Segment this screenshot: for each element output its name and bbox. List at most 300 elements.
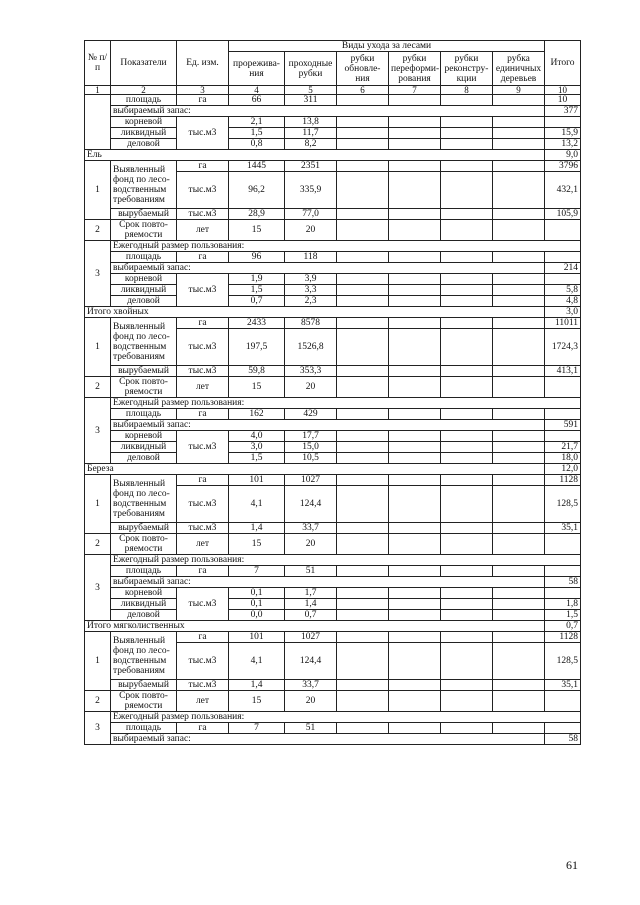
empty-cell [389, 285, 441, 296]
empty-cell [493, 95, 545, 106]
row-number: 1 [85, 161, 111, 220]
row-number: 2 [85, 220, 111, 241]
value-passage: 311 [285, 95, 337, 106]
value-thinning: 66 [229, 95, 285, 106]
period-label: Срок повто-ряемости [111, 534, 177, 555]
value-passage: 2,3 [285, 296, 337, 307]
empty-cell [493, 274, 545, 285]
unit-ha: га [177, 95, 229, 106]
unit-m3: тыс.м3 [177, 486, 229, 523]
empty-cell [493, 377, 545, 398]
felled-row [85, 366, 581, 377]
stock-row [85, 577, 581, 588]
empty-cell [441, 209, 493, 220]
empty-cell [389, 252, 441, 263]
value-passage: 17,7 [285, 431, 337, 442]
empty-cell [337, 329, 389, 366]
value-total: 1,5 [545, 610, 581, 621]
unit-years: лет [177, 220, 229, 241]
value-total: 128,5 [545, 486, 581, 523]
liquid-row [85, 599, 581, 610]
empty-cell [389, 523, 441, 534]
value-thinning: 197,5 [229, 329, 285, 366]
empty-cell [493, 680, 545, 691]
empty-cell [441, 680, 493, 691]
empty-cell [389, 409, 441, 420]
empty-cell [389, 691, 441, 712]
value-total: 11011 [545, 318, 581, 329]
liquid-label: ликвидный [111, 599, 177, 610]
empty-cell [493, 161, 545, 172]
row-number: 3 [85, 555, 111, 621]
empty-cell [337, 95, 389, 106]
col-number: 7 [389, 86, 441, 95]
empty-cell [337, 632, 389, 643]
empty-cell [441, 274, 493, 285]
empty-cell [493, 409, 545, 420]
section-last-total: 3,0 [545, 307, 581, 318]
empty-cell [389, 442, 441, 453]
value-thinning: 4,1 [229, 486, 285, 523]
empty-cell [337, 599, 389, 610]
empty-cell [545, 252, 581, 263]
empty-cell [441, 475, 493, 486]
empty-cell [389, 453, 441, 464]
business-row [85, 139, 581, 150]
empty-cell [493, 442, 545, 453]
empty-cell [441, 329, 493, 366]
value-total: 214 [545, 263, 581, 274]
empty-cell [493, 209, 545, 220]
type-reformation: рубки переформи-рования [389, 52, 441, 86]
value-passage: 3,3 [285, 285, 337, 296]
col-number: 3 [177, 86, 229, 95]
section-heading: Итого мягколиственных [85, 621, 545, 632]
empty-cell [441, 610, 493, 621]
period-row [85, 377, 581, 398]
forest-care-table [84, 40, 581, 745]
empty-cell [389, 643, 441, 680]
col-number: 6 [337, 86, 389, 95]
empty-cell [337, 723, 389, 734]
value-total: 21,7 [545, 442, 581, 453]
empty-cell [337, 588, 389, 599]
liquid-row [85, 442, 581, 453]
empty-cell [389, 161, 441, 172]
empty-cell [337, 296, 389, 307]
empty-cell [337, 220, 389, 241]
empty-cell [389, 610, 441, 621]
area-row [85, 723, 581, 734]
empty-cell [441, 318, 493, 329]
table-body [85, 41, 581, 745]
empty-cell [337, 486, 389, 523]
root-row [85, 431, 581, 442]
value-thinning: 2,1 [229, 117, 285, 128]
unit-m3: тыс.м3 [177, 366, 229, 377]
identified-label: Выявленный фонд по лесо-водственным требованиям [111, 632, 177, 680]
section-heading-row [85, 464, 581, 475]
empty-cell [337, 377, 389, 398]
value-total: 10 [545, 95, 581, 106]
empty-cell [493, 117, 545, 128]
col-number: 10 [545, 86, 581, 95]
unit-m3: тыс.м3 [177, 117, 229, 150]
empty-cell [441, 431, 493, 442]
empty-cell [337, 566, 389, 577]
empty-cell [337, 534, 389, 555]
empty-cell [545, 691, 581, 712]
root-row [85, 588, 581, 599]
value-total: 1128 [545, 632, 581, 643]
value-passage: 118 [285, 252, 337, 263]
identified-row [85, 475, 581, 486]
value-passage: 20 [285, 220, 337, 241]
col-number: 8 [441, 86, 493, 95]
unit-years: лет [177, 377, 229, 398]
stock-label: выбираемый запас: [111, 263, 545, 274]
felled-row [85, 680, 581, 691]
root-label: корневой [111, 274, 177, 285]
section-last-total: 12,0 [545, 464, 581, 475]
row-number: 3 [85, 398, 111, 464]
felled-row [85, 523, 581, 534]
row-number: 2 [85, 691, 111, 712]
empty-cell [389, 588, 441, 599]
value-passage: 11,7 [285, 128, 337, 139]
empty-cell [441, 128, 493, 139]
empty-cell [441, 252, 493, 263]
unit-years: лет [177, 534, 229, 555]
identified-row [85, 632, 581, 643]
area-row [85, 95, 581, 106]
value-total: 1128 [545, 475, 581, 486]
unit-m3: тыс.м3 [177, 172, 229, 209]
section-last-total: 9,0 [545, 150, 581, 161]
row-number: 3 [85, 712, 111, 745]
empty-cell [337, 209, 389, 220]
stock-label: выбираемый запас: [111, 420, 545, 431]
annual-row [85, 555, 581, 566]
empty-cell [337, 475, 389, 486]
unit-ha: га [177, 252, 229, 263]
unit-m3: тыс.м3 [177, 523, 229, 534]
page-number: 61 [566, 858, 578, 872]
empty-cell [389, 139, 441, 150]
empty-cell [545, 566, 581, 577]
unit-m3: тыс.м3 [177, 680, 229, 691]
value-thinning: 4,0 [229, 431, 285, 442]
value-total: 58 [545, 577, 581, 588]
col-total-header: Итого [545, 41, 581, 86]
stock-label: выбираемый запас: [111, 734, 545, 745]
empty-cell [441, 523, 493, 534]
value-total [545, 117, 581, 128]
value-passage: 8578 [285, 318, 337, 329]
empty-cell [337, 161, 389, 172]
empty-cell [441, 453, 493, 464]
identified-label: Выявленный фонд по лесо-водственным требованиям [111, 475, 177, 523]
section-heading: Береза [85, 464, 545, 475]
felled-label: вырубаемый [111, 366, 177, 377]
column-numbers-row [85, 86, 581, 95]
empty-cell [441, 285, 493, 296]
row-number: 1 [85, 632, 111, 691]
stock-row [85, 420, 581, 431]
empty-cell [337, 409, 389, 420]
empty-cell [389, 723, 441, 734]
row-number [85, 95, 111, 150]
value-total: 128,5 [545, 643, 581, 680]
empty-cell [389, 431, 441, 442]
value-total: 432,1 [545, 172, 581, 209]
empty-cell [441, 691, 493, 712]
value-total: 18,0 [545, 453, 581, 464]
period-row [85, 220, 581, 241]
empty-cell [441, 442, 493, 453]
value-total: 13,2 [545, 139, 581, 150]
row-number: 1 [85, 318, 111, 377]
liquid-label: ликвидный [111, 128, 177, 139]
value-thinning: 96 [229, 252, 285, 263]
liquid-row [85, 285, 581, 296]
empty-cell [441, 723, 493, 734]
empty-cell [337, 610, 389, 621]
type-thinning: прорежива-ния [229, 52, 285, 86]
empty-cell [337, 318, 389, 329]
value-thinning: 101 [229, 475, 285, 486]
area-label: площадь [111, 95, 177, 106]
value-passage: 51 [285, 723, 337, 734]
empty-cell [441, 139, 493, 150]
value-passage: 20 [285, 691, 337, 712]
unit-years: лет [177, 691, 229, 712]
value-thinning: 1,4 [229, 680, 285, 691]
felled-label: вырубаемый [111, 523, 177, 534]
value-thinning: 1,9 [229, 274, 285, 285]
empty-cell [389, 475, 441, 486]
empty-cell [337, 431, 389, 442]
value-thinning: 1,4 [229, 523, 285, 534]
empty-cell [441, 172, 493, 209]
empty-cell [493, 172, 545, 209]
stock-row [85, 263, 581, 274]
unit-ha: га [177, 161, 229, 172]
empty-cell [493, 329, 545, 366]
empty-cell [389, 95, 441, 106]
annual-row [85, 241, 581, 252]
empty-cell [493, 139, 545, 150]
empty-cell [441, 486, 493, 523]
empty-cell [389, 329, 441, 366]
empty-cell [389, 486, 441, 523]
annual-label: Ежегодный размер пользования: [111, 712, 581, 723]
root-label: корневой [111, 431, 177, 442]
liquid-label: ликвидный [111, 442, 177, 453]
col-number: 1 [85, 86, 111, 95]
value-thinning: 2433 [229, 318, 285, 329]
value-thinning: 1445 [229, 161, 285, 172]
value-total: 4,8 [545, 296, 581, 307]
value-total: 591 [545, 420, 581, 431]
empty-cell [493, 431, 545, 442]
root-row [85, 117, 581, 128]
business-label: деловой [111, 453, 177, 464]
empty-cell [545, 409, 581, 420]
identified-label: Выявленный фонд по лесо-водственным требованиям [111, 161, 177, 209]
value-thinning: 15 [229, 534, 285, 555]
section-heading-row [85, 621, 581, 632]
empty-cell [389, 566, 441, 577]
value-thinning: 4,1 [229, 643, 285, 680]
area-label: площадь [111, 409, 177, 420]
empty-cell [389, 680, 441, 691]
type-passage-cutting: проходные рубки [285, 52, 337, 86]
empty-cell [493, 128, 545, 139]
empty-cell [493, 220, 545, 241]
empty-cell [337, 680, 389, 691]
annual-row [85, 398, 581, 409]
empty-cell [493, 610, 545, 621]
empty-cell [389, 172, 441, 209]
empty-cell [337, 366, 389, 377]
identified-label: Выявленный фонд по лесо-водственным требованиям [111, 318, 177, 366]
value-passage: 77,0 [285, 209, 337, 220]
root-label: корневой [111, 588, 177, 599]
area-label: площадь [111, 723, 177, 734]
empty-cell [493, 534, 545, 555]
value-thinning: 15 [229, 691, 285, 712]
empty-cell [337, 117, 389, 128]
empty-cell [389, 632, 441, 643]
row-number: 3 [85, 241, 111, 307]
section-heading: Итого хвойных [85, 307, 545, 318]
value-passage: 1027 [285, 632, 337, 643]
care-types-header: Виды ухода за лесами [229, 41, 545, 52]
root-label: корневой [111, 117, 177, 128]
empty-cell [337, 643, 389, 680]
empty-cell [389, 377, 441, 398]
stock-label: выбираемый запас: [111, 577, 545, 588]
col-indicators-header: Показатели [111, 41, 177, 86]
unit-ha: га [177, 318, 229, 329]
business-row [85, 453, 581, 464]
felled-row [85, 209, 581, 220]
empty-cell [337, 252, 389, 263]
value-passage: 335,9 [285, 172, 337, 209]
value-passage: 2351 [285, 161, 337, 172]
felled-label: вырубаемый [111, 209, 177, 220]
unit-m3: тыс.м3 [177, 209, 229, 220]
empty-cell [389, 209, 441, 220]
empty-cell [337, 172, 389, 209]
stock-row [85, 734, 581, 745]
period-label: Срок повто-ряемости [111, 691, 177, 712]
type-single-trees: рубка единичных деревьев [493, 52, 545, 86]
value-passage: 124,4 [285, 643, 337, 680]
business-row [85, 296, 581, 307]
empty-cell [389, 117, 441, 128]
section-last-total: 0,7 [545, 621, 581, 632]
unit-ha: га [177, 409, 229, 420]
value-total [545, 431, 581, 442]
section-heading: Ель [85, 150, 545, 161]
empty-cell [493, 588, 545, 599]
value-passage: 33,7 [285, 680, 337, 691]
col-number: 2 [111, 86, 177, 95]
empty-cell [493, 285, 545, 296]
area-row [85, 409, 581, 420]
period-row [85, 691, 581, 712]
value-passage: 1027 [285, 475, 337, 486]
empty-cell [389, 318, 441, 329]
empty-cell [389, 599, 441, 610]
value-thinning: 28,9 [229, 209, 285, 220]
col-number: 5 [285, 86, 337, 95]
value-total: 105,9 [545, 209, 581, 220]
value-thinning: 7 [229, 566, 285, 577]
value-passage: 0,7 [285, 610, 337, 621]
value-thinning: 0,8 [229, 139, 285, 150]
col-unit-header: Ед. изм. [177, 41, 229, 86]
empty-cell [441, 377, 493, 398]
value-passage: 1,4 [285, 599, 337, 610]
value-thinning: 0,1 [229, 588, 285, 599]
value-total: 377 [545, 106, 581, 117]
value-passage: 429 [285, 409, 337, 420]
row-number: 2 [85, 534, 111, 555]
annual-label: Ежегодный размер пользования: [111, 241, 581, 252]
unit-m3: тыс.м3 [177, 431, 229, 464]
liquid-row [85, 128, 581, 139]
value-passage: 10,5 [285, 453, 337, 464]
value-thinning: 101 [229, 632, 285, 643]
col-number: 4 [229, 86, 285, 95]
identified-row [85, 318, 581, 329]
empty-cell [337, 453, 389, 464]
empty-cell [441, 409, 493, 420]
value-total [545, 588, 581, 599]
value-thinning: 1,5 [229, 285, 285, 296]
empty-cell [441, 220, 493, 241]
empty-cell [389, 296, 441, 307]
area-row [85, 566, 581, 577]
unit-ha: га [177, 566, 229, 577]
empty-cell [493, 486, 545, 523]
empty-cell [441, 588, 493, 599]
value-thinning: 0,0 [229, 610, 285, 621]
value-thinning: 1,5 [229, 453, 285, 464]
empty-cell [493, 453, 545, 464]
empty-cell [493, 566, 545, 577]
value-passage: 20 [285, 377, 337, 398]
empty-cell [493, 475, 545, 486]
value-total: 35,1 [545, 680, 581, 691]
empty-cell [441, 161, 493, 172]
value-thinning: 59,8 [229, 366, 285, 377]
value-total: 35,1 [545, 523, 581, 534]
value-thinning: 96,2 [229, 172, 285, 209]
value-thinning: 162 [229, 409, 285, 420]
empty-cell [337, 691, 389, 712]
empty-cell [545, 534, 581, 555]
value-total: 3796 [545, 161, 581, 172]
empty-cell [493, 723, 545, 734]
empty-cell [441, 566, 493, 577]
area-row [85, 252, 581, 263]
annual-label: Ежегодный размер пользования: [111, 555, 581, 566]
empty-cell [389, 534, 441, 555]
